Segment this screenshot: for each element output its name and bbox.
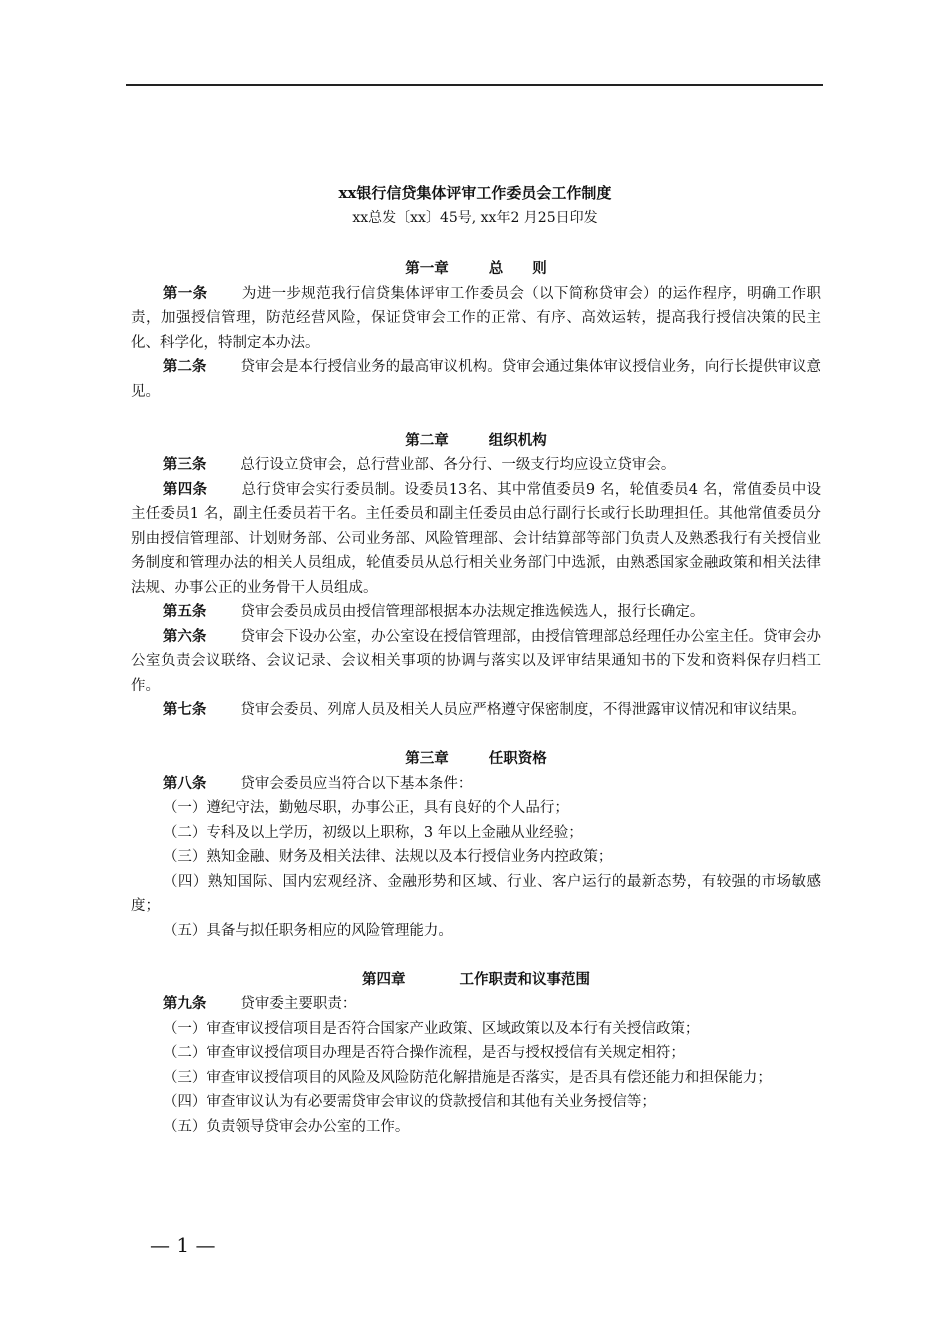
chapter-heading — [131, 257, 821, 282]
chapter-heading — [131, 747, 821, 772]
list-item: （一）遵纪守法，勤勉尽职，办事公正，具有良好的个人品行； — [162, 800, 569, 816]
article-label: 第九条 — [162, 995, 207, 1012]
list-item: （二）审查审议授信项目办理是否符合操作流程，是否与授权授信有关规定相符； — [162, 1045, 685, 1061]
list-item: （三）熟知金融、财务及相关法律、法规以及本行授信业务内控政策； — [162, 849, 613, 865]
chapter-heading — [131, 429, 821, 454]
article — [131, 282, 821, 356]
article-text: 贷审会下设办公室，办公室设在授信管理部，由授信管理部总经理任办公室主任。贷审会办公室负责会议联络、会议记录、会议相关事项的协调与落实以及评审结果通知书的下发和资料保存归档工作。 — [131, 628, 822, 694]
chapter-title: 组织机构 — [488, 431, 547, 449]
chapter-number: 第四章 — [362, 970, 406, 988]
chapter-title: 工作职责和议事范围 — [459, 970, 590, 988]
chapter-title: 任职资格 — [488, 750, 547, 767]
article-label: 第七条 — [162, 701, 207, 718]
article-text: 贷审会是本行授信业务的最高审议机构。贷审会通过集体审议授信业务，向行长提供审议意见。 — [131, 359, 822, 400]
article-label: 第一条 — [162, 284, 208, 302]
article-label: 第三条 — [162, 456, 207, 473]
article-text: 总行设立贷审会，总行营业部、各分行、一级支行均应设立贷审会。 — [240, 457, 676, 473]
article-text: 为进一步规范我行信贷集体评审工作委员会（以下简称贷审会）的运作程序，明确工作职责，加强授信管理，防范经营风险，保证贷审会工作的正常、有序、高效运转，提高我行授信决策的民主化、科学化，特制定本办法。 — [131, 285, 822, 351]
header-rule — [126, 84, 823, 86]
document-body — [131, 257, 821, 1139]
article — [131, 625, 821, 699]
article-text: 贷审委主要职责： — [240, 996, 357, 1012]
page-number: — 1 — — [150, 1233, 216, 1257]
list-item: （四）熟知国际、国内宏观经济、金融形势和区域、行业、客户运行的最新态势，有较强的市场敏感度； — [131, 873, 821, 914]
chapter-heading — [131, 968, 821, 993]
article — [131, 600, 821, 625]
chapter-number: 第三章 — [405, 750, 449, 767]
chapter-number: 第二章 — [405, 431, 449, 449]
article — [131, 698, 821, 723]
list-item: （五）负责领导贷审会办公室的工作。 — [162, 1118, 410, 1135]
chapter-title: 总 则 — [488, 260, 547, 277]
chapter-number: 第一章 — [405, 260, 449, 277]
article — [131, 453, 821, 478]
article-text: 贷审会委员、列席人员及相关人员应严格遵守保密制度，不得泄露审议情况和审议结果。 — [240, 702, 806, 718]
list-item: （一）审查审议授信项目是否符合国家产业政策、区域政策以及本行有关授信政策； — [162, 1020, 700, 1037]
list-item: （五）具备与拟任职务相应的风险管理能力。 — [162, 922, 453, 939]
document-title: xx银行信贷集体评审工作委员会工作制度 — [338, 184, 612, 202]
article-label: 第四条 — [162, 480, 208, 498]
article-label: 第二条 — [162, 358, 207, 375]
article-text: 贷审会委员应当符合以下基本条件： — [240, 775, 473, 792]
article — [131, 355, 821, 404]
article — [131, 772, 821, 797]
article — [131, 992, 821, 1017]
article-label: 第六条 — [162, 627, 207, 645]
article-label: 第五条 — [162, 603, 207, 620]
article-text: 贷审会委员成员由授信管理部根据本办法规定推选候选人，报行长确定。 — [240, 604, 705, 620]
article-label: 第八条 — [162, 774, 207, 792]
article — [131, 478, 821, 601]
article-text: 总行贷审会实行委员制。设委员13名、其中常值委员9 名，轮值委员4 名，常值委员中设主任委员1 名，副主任委员若干名。主任委员和副主任委员由总行副行长或行长助理担任。其他常值委员分别由授信管理部、计划财务部、公司业务部、风险管理部、会计结算部等部门负责人及熟悉我行有关授信业务制度和管理办法的相关人员组成，轮值委员从总行相关业务部门中选派，由熟悉国家金融政策和相关法律法规、办事公正的业务骨干人员组成。 — [131, 481, 822, 596]
list-item: （二）专科及以上学历，初级以上职称，3 年以上金融从业经验； — [162, 824, 583, 841]
list-item: （四）审查审议认为有必要需贷审会审议的贷款授信和其他有关业务授信等； — [162, 1094, 656, 1110]
document-subtitle: xx总发〔xx〕45号, xx年2 月25日印发 — [352, 210, 598, 226]
list-item: （三）审查审议授信项目的风险及风险防范化解措施是否落实，是否具有偿还能力和担保能力； — [162, 1069, 772, 1086]
